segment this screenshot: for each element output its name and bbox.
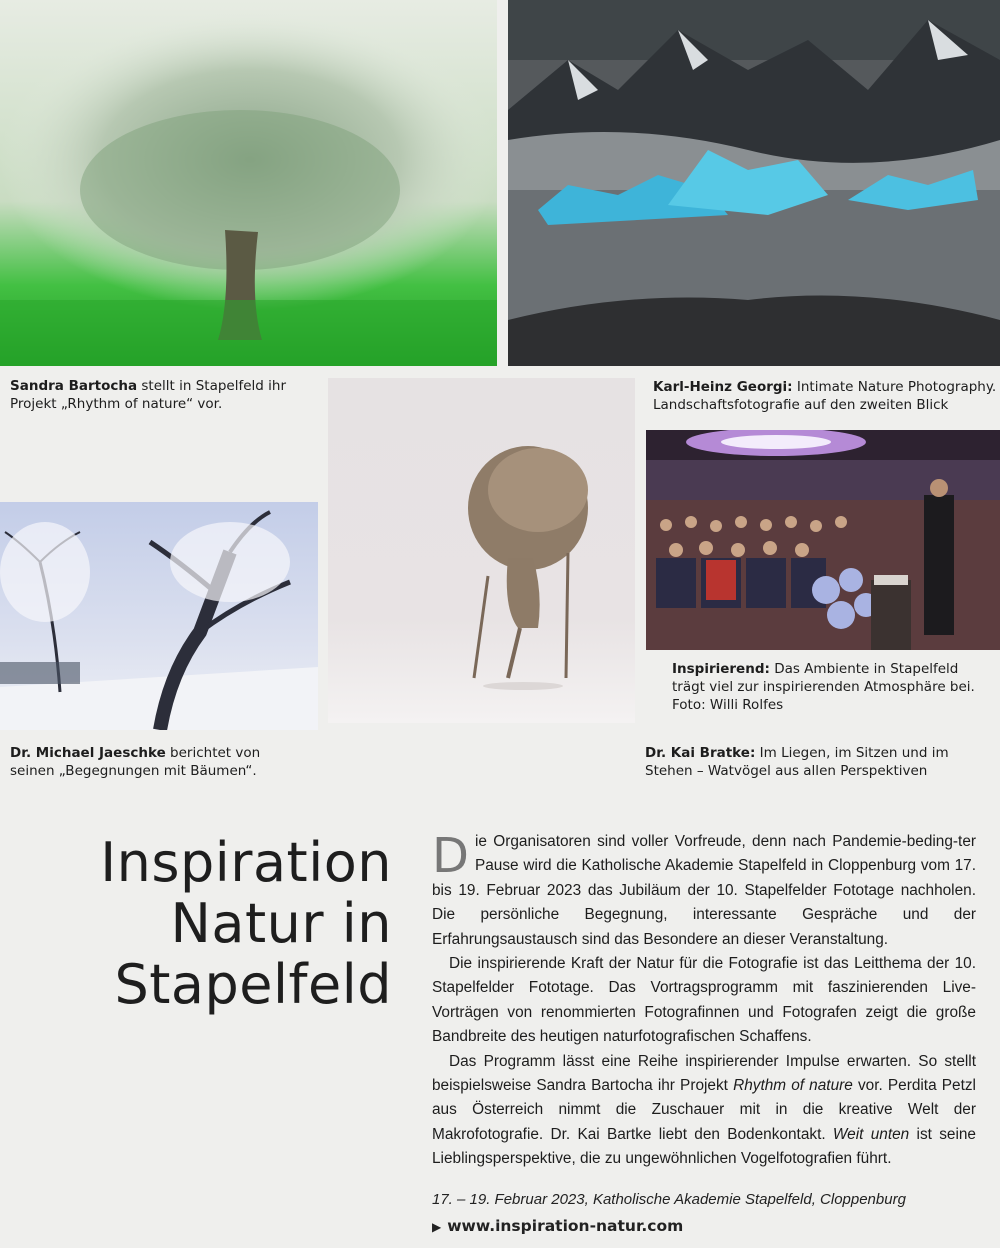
paragraph <box>432 1050 976 1172</box>
headline-line: Inspiration <box>100 831 392 894</box>
event-details: 17. – 19. Februar 2023, Katholische Akademie Stapelfeld, Cloppenburg <box>432 1191 906 1208</box>
article-headline <box>60 832 392 1015</box>
caption-text: trägt viel zur inspirierenden Atmosphäre bei. <box>672 679 975 695</box>
project-title: Rhythm of nature <box>733 1077 853 1095</box>
paragraph-text: ie Organisatoren sind voller Vorfreude, denn nach Pandemie-beding-ter Pause wird die Katholische Akademie Stapelfeld in Cloppenburg vom 17. bis 19. Februar 2023 das Jubiläum der 10. Stapelfelder Fototage nachholen. Die persönliche Begegnung, interessante Gespräche und der Erfahrungsaustausch sind das Besondere an dieser Veranstaltung. <box>432 833 976 948</box>
caption-name: Dr. Michael Jaeschke <box>10 745 166 761</box>
caption-text: berichtet von <box>170 745 261 761</box>
paragraph <box>432 830 976 952</box>
paragraph: Die inspirierende Kraft der Natur für die Fotografie ist das Leitthema der 10. Stapelfelder Fototage. Das Vortragsprogramm mit faszinierenden Live-Vorträgen von renommierten Fotografinnen und Fotografen zeigt die große Bandbreite des heutigen naturfotografischen Schaffens. <box>432 955 976 1046</box>
caption-name: Dr. Kai Bratke: <box>645 745 756 761</box>
caption-inspirierend <box>672 660 992 714</box>
photo-winter-tree <box>0 502 318 730</box>
caption-text: Intimate Nature Photography. <box>796 379 997 395</box>
headline-line: Stapelfeld <box>114 953 392 1016</box>
paragraph-text: Das Programm lässt eine Reihe inspirierender Impulse erwarten. So stellt beispielsweise Sandra Bartocha ihr Projekt <box>432 1052 976 1095</box>
caption-text: stellt in Stapelfeld ihr <box>141 378 286 394</box>
website-link[interactable] <box>432 1217 683 1235</box>
photo-icebergs <box>508 0 1000 366</box>
caption-michael-jaeschke <box>10 744 320 780</box>
caption-text: Stehen – Watvögel aus allen Perspektiven <box>645 763 928 779</box>
caption-text: Landschaftsfotografie auf den zweiten Blick <box>653 397 949 413</box>
caption-sandra-bartocha <box>10 377 310 413</box>
website-url[interactable]: www.inspiration-natur.com <box>447 1217 684 1235</box>
caption-text: Projekt „Rhythm of nature“ vor. <box>10 396 223 412</box>
headline-line: Natur in <box>170 892 392 955</box>
photo-lecture-audience <box>646 430 1000 650</box>
caption-name: Sandra Bartocha <box>10 378 138 394</box>
caption-name: Inspirierend: <box>672 661 770 677</box>
photo-green-tree <box>0 0 497 366</box>
caption-text: Das Ambiente in Stapelfeld <box>774 661 959 677</box>
drop-cap: D <box>432 828 469 884</box>
caption-kai-bratke <box>645 744 995 780</box>
paragraph-text: ist seine Lieblingsperspektive, die zu ungewöhnlichen Vogelfotografien führt. <box>432 1125 976 1168</box>
emphasis: Weit unten <box>832 1125 910 1143</box>
article-body <box>432 830 976 1172</box>
caption-name: Karl-Heinz Georgi: <box>653 379 793 395</box>
caption-text: Im Liegen, im Sitzen und im <box>759 745 949 761</box>
caption-karl-heinz-georgi <box>653 378 1000 414</box>
caption-text: seinen „Begegnungen mit Bäumen“. <box>10 763 257 779</box>
arrow-right-icon: ▶ <box>432 1220 442 1234</box>
photo-credit: Foto: Willi Rolfes <box>672 697 784 713</box>
photo-curlew-bird <box>328 378 635 723</box>
paragraph-text: vor. Perdita Petzl aus Österreich nimmt die Zuschauer mit in die kreative Welt der Makrofotografie. Dr. Kai Bartke liebt den Bodenkontakt. <box>432 1077 976 1143</box>
